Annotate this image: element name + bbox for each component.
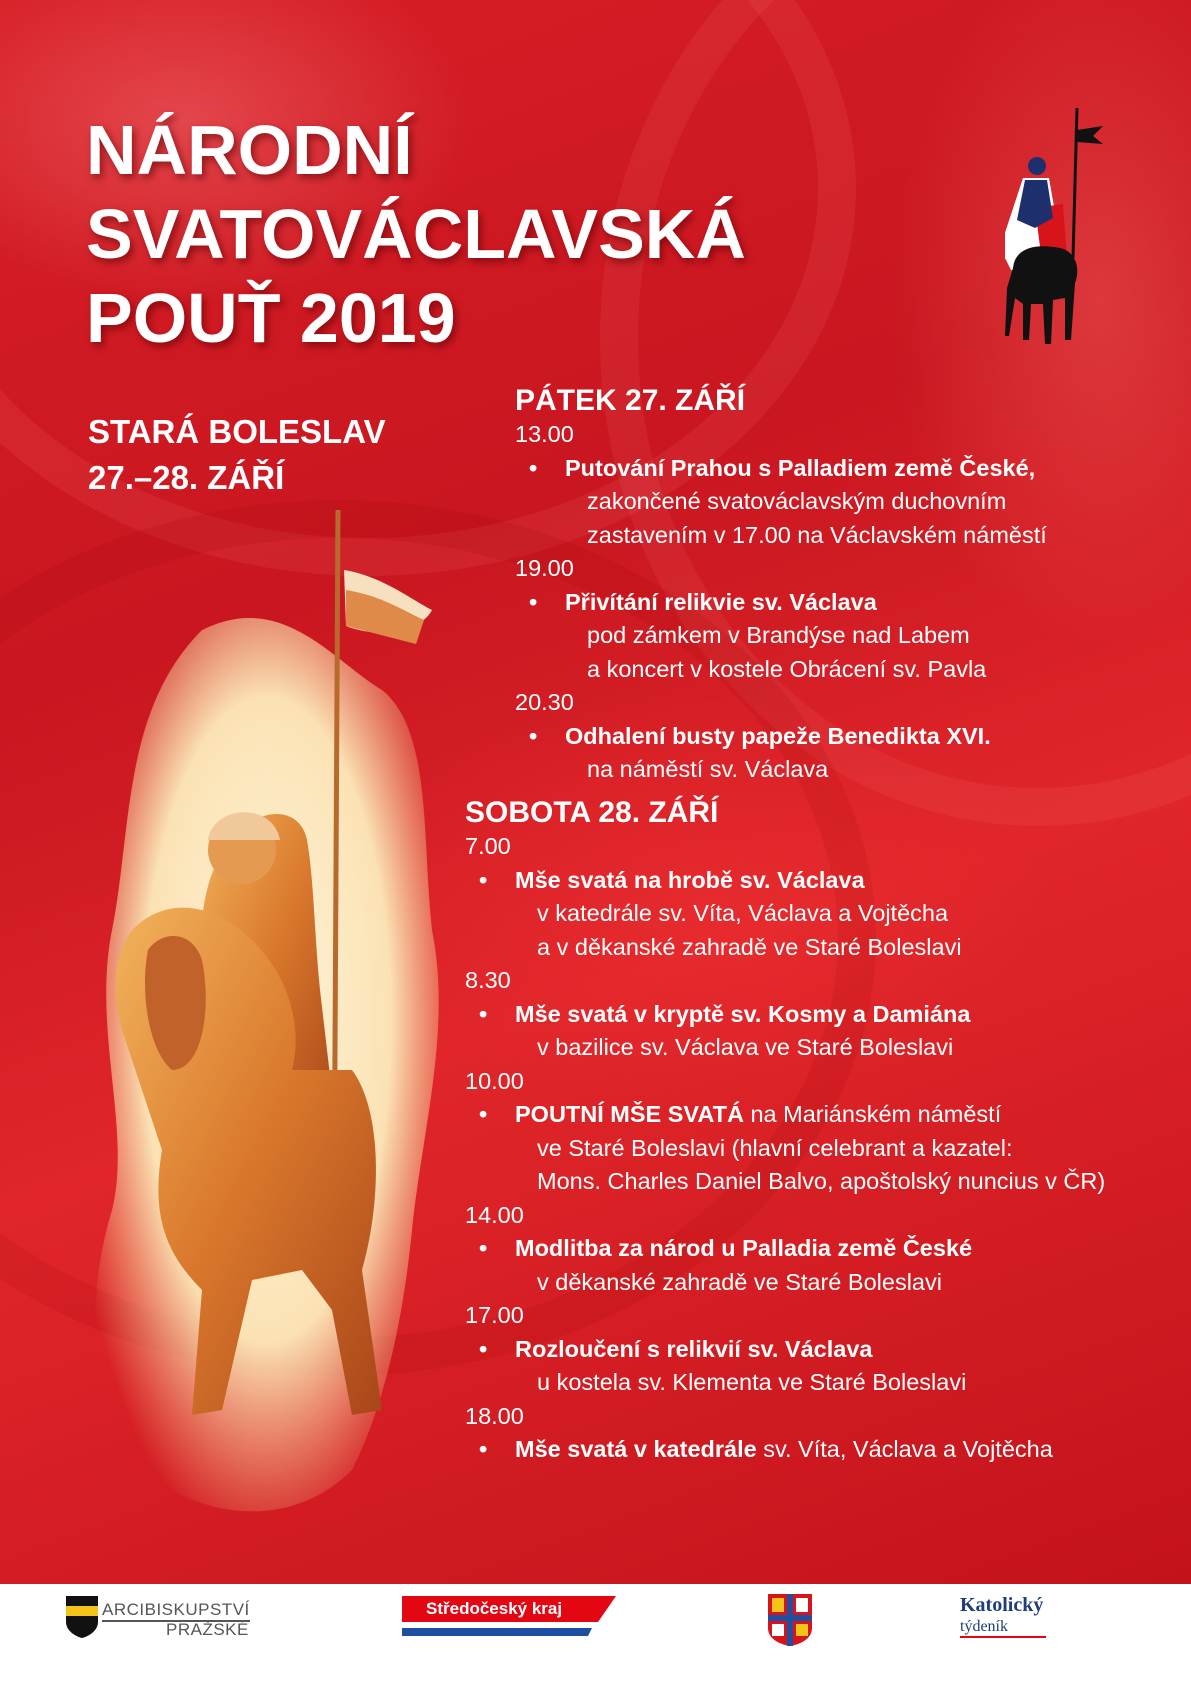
event-detail: a koncert v kostele Obrácení sv. Pavla: [587, 655, 987, 682]
bullet-icon: •: [529, 722, 538, 749]
event-title: Rozloučení s relikvií sv. Václava: [515, 1335, 873, 1362]
bullet-icon: •: [479, 1335, 488, 1362]
event-title: Přivítání relikvie sv. Václava: [565, 588, 877, 615]
event-title-line: [515, 998, 1105, 1032]
event-time: 20.30: [515, 689, 574, 715]
event-time: 18.00: [465, 1402, 524, 1429]
event-item: [515, 720, 1047, 787]
title-line: NÁRODNÍ: [86, 111, 413, 189]
poster-title: [86, 108, 746, 360]
event-item: [465, 1098, 1105, 1199]
event-detail: ve Staré Boleslavi (hlavní celebrant a kazatel:: [537, 1134, 1013, 1161]
rider-with-flag-icon: [1005, 108, 1115, 378]
event-dates: 27.–28. ZÁŘÍ: [88, 459, 285, 496]
event-title-line: [515, 1232, 1105, 1266]
weekly-name: Katolický: [960, 1594, 1044, 1616]
event-time: 13.00: [515, 421, 574, 447]
event-detail: u kostela sv. Klementa ve Staré Boleslavi: [537, 1369, 967, 1395]
bullet-icon: •: [479, 1101, 488, 1127]
event-title-line: [565, 720, 1047, 754]
event-title-rest: sv. Víta, Václava a Vojtěcha: [756, 1436, 1053, 1462]
weekly-logo: [960, 1594, 1060, 1644]
event-title-line: [515, 1333, 1105, 1367]
title-line: SVATOVÁCLAVSKÁ: [86, 195, 746, 273]
bullet-icon: •: [529, 454, 538, 481]
event-detail: zakončené svatováclavským duchovním: [587, 488, 1007, 514]
event-item: [465, 998, 1105, 1065]
event-title: Odhalení busty papeže Benedikta XVI.: [565, 722, 991, 749]
bullet-icon: •: [479, 1235, 488, 1261]
archdiocese-shield-icon: [66, 1596, 98, 1638]
event-item: [465, 1433, 1105, 1467]
event-item: [465, 1232, 1105, 1299]
title-line: POUŤ 2019: [86, 279, 456, 357]
event-time: 14.00: [465, 1201, 524, 1228]
region-name: Středočeský kraj: [426, 1599, 563, 1618]
saturday-heading: SOBOTA 28. ZÁŘÍ: [465, 796, 719, 829]
saint-wenceslas-statue-image: [52, 510, 502, 1550]
event-title-line: [565, 586, 1047, 620]
event-time: 8.30: [465, 967, 511, 993]
weekly-subtitle: týdeník: [960, 1618, 1046, 1638]
event-detail: na náměstí sv. Václava: [587, 756, 829, 782]
bullet-icon: •: [479, 866, 488, 893]
event-detail: a v děkanské zahradě ve Staré Boleslavi: [537, 933, 962, 960]
event-item: [515, 586, 1047, 687]
bullet-icon: •: [479, 1000, 488, 1027]
event-time: 19.00: [515, 555, 574, 581]
event-title: Mše svatá v kryptě sv. Kosmy a Damiána: [515, 1000, 971, 1027]
event-title-line: [515, 1433, 1105, 1467]
bullet-icon: •: [529, 588, 538, 615]
event-detail: v bazilice sv. Václava ve Staré Boleslavi: [537, 1034, 954, 1060]
event-title: Modlitba za národ u Palladia země České: [515, 1235, 973, 1261]
event-title: Mše svatá v katedrále: [515, 1436, 757, 1462]
region-logo: [402, 1596, 616, 1638]
event-detail: Mons. Charles Daniel Balvo, apoštolský nuncius v ČR): [537, 1168, 1106, 1194]
event-detail: v děkanské zahradě ve Staré Boleslavi: [537, 1268, 942, 1295]
sponsor-footer: [0, 1584, 1191, 1684]
town-name: STARÁ BOLESLAV: [88, 413, 386, 450]
event-detail: zastavením v 17.00 na Václavském náměstí: [587, 521, 1047, 548]
event-item: [465, 864, 1105, 965]
event-place: [88, 409, 386, 501]
event-title: POUTNÍ MŠE SVATÁ: [515, 1101, 744, 1127]
event-time: 7.00: [465, 833, 511, 859]
event-title-line: [515, 1098, 1105, 1132]
friday-schedule: [515, 418, 1047, 787]
archdiocese-name-2: PRAŽSKÉ: [166, 1620, 249, 1639]
bullet-icon: •: [479, 1436, 488, 1462]
event-title-line: [565, 452, 1047, 486]
event-time: 10.00: [465, 1067, 524, 1094]
saturday-schedule: [465, 830, 1105, 1467]
friday-heading: PÁTEK 27. ZÁŘÍ: [515, 384, 746, 417]
event-title-rest: na Mariánském náměstí: [743, 1101, 1002, 1127]
event-time: 17.00: [465, 1302, 524, 1328]
event-title: Putování Prahou s Palladiem země České,: [565, 454, 1036, 481]
archdiocese-logo: [66, 1596, 266, 1646]
event-item: [465, 1333, 1105, 1400]
event-title-line: [515, 864, 1105, 898]
town-coat-of-arms-icon: [768, 1594, 812, 1646]
event-detail: v katedrále sv. Víta, Václava a Vojtěcha: [537, 900, 949, 926]
event-detail: pod zámkem v Brandýse nad Labem: [587, 622, 970, 648]
event-item: [515, 452, 1047, 553]
archdiocese-name: ARCIBISKUPSTVÍ: [102, 1600, 250, 1622]
event-title: Mše svatá na hrobě sv. Václava: [515, 866, 865, 893]
